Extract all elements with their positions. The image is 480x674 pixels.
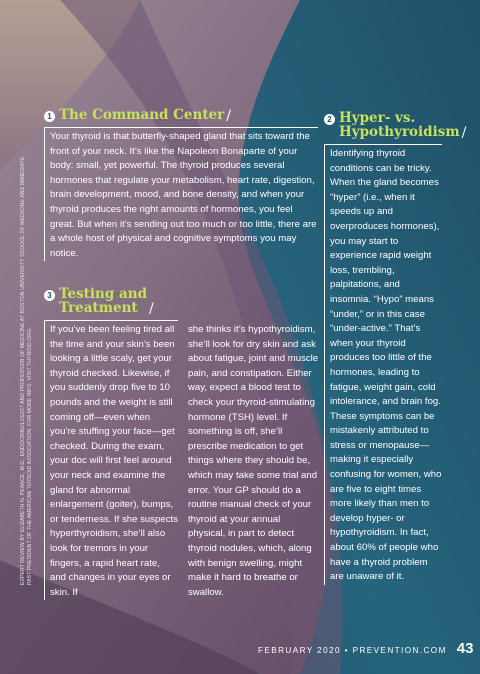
page-number: 43: [456, 640, 474, 657]
section-title: [339, 111, 460, 139]
title-slash-icon: /: [461, 125, 467, 141]
title-line-2: Hypothyroidism: [339, 124, 460, 140]
section-testing-treatment: [44, 287, 329, 600]
body-text: she thinks it’s hypothyroidism, she’ll look for dry skin and ask about fatigue, joint and muscle pain, and constipation. Either way, expect a blood test to check your thyroid-stimulating hormone (TSH) level. If something is off, she’ll prescribe medication to get things where they should be, which may take some trial and error. Your GP should do a routine manual check of your thyroid at your annual physical, in part to detect thyroid nodules, which, along with benign swelling, might make it hard to breathe or swallow.: [188, 324, 319, 598]
title-line-2: Treatment: [59, 300, 138, 316]
body-text: Your thyroid is that butterfly-shaped gland that sits toward the front of your neck. It’s like the Napoleon Bonaparte of your body: small, yet powerful. The thyroid produces several hormones that regulate your metabolism, heart rate, digestion, brain development, mood, and bone density, and when your thyroid produces the right amounts of hormones, you feel great. But when it’s sending out too much or too little, there are a whole host of physical and cognitive symptoms you may notice.: [50, 131, 317, 259]
body-text: Identifying thyroid conditions can be tricky. When the gland becomes “hyper” (i.e., when it speeds up and overproduces hormones), you may start to experience rapid weight loss, trembling, palpitations, and insomnia. “Hypo” means “under,” or in this case “under-active.” That’s when your thyroid produces too little of the hormones, leading to fatigue, weight gain, cold intolerance, and brain fog. These symptoms can be mistakenly attributed to stress or menopause—making it especially confusing for women, who are five to eight times more likely than men to develop hyper- or hypothyroidism. In fact, about 60% of people who have a thyroid problem are unaware of it.: [330, 148, 442, 583]
section-number-badge: 1: [44, 111, 55, 122]
section-number-badge: 2: [324, 114, 335, 125]
section-body-column-2: [188, 320, 320, 600]
section-header: [324, 110, 467, 141]
section-body-column-1: [44, 320, 178, 600]
body-text: If you’ve been feeling tired all the time and your skin’s been looking a little scaly, get your thyroid checked. Likewise, if you suddenly drop five to 10 pounds and the weight is still coming off—even when you’re stuffing your face—get checked. During the exam, your doc will first feel around your neck and examine the gland for abnormal enlargement (goiter), bumps, or tenderness. If she suspects hyperthyroidism, she’ll also look for tremors in your fingers, a rapid heart rate, and changes in your eyes or skin. If: [50, 324, 178, 598]
section-title: The Command Center: [59, 107, 225, 123]
section-hyper-vs-hypo: [324, 110, 467, 585]
credit-line: EXPERT REVIEW BY ELIZABETH N. PEARCE, M.D., ENDOCRINOLOGIST AND PROFESSOR OF MEDICINE AT BOSTON UNIVERSITY SCHOOL OF MEDICINE AND IMMEDIATE PAST PRESIDENT OF THE AMERICAN THYROID ASSOCIATION. FOR MORE INFO, VISIT THYROID.ORG.: [20, 156, 33, 585]
section-body: [44, 127, 318, 261]
section-command-center: [44, 108, 324, 261]
title-slash-icon: /: [226, 108, 231, 124]
section-header: [44, 108, 324, 124]
page-footer: [258, 640, 473, 657]
section-body: [324, 144, 442, 585]
section-number-badge: 3: [44, 290, 55, 301]
two-column-body: [44, 320, 329, 600]
section-header: [44, 287, 329, 317]
title-line-1: Hyper- vs.: [339, 110, 416, 126]
section-title: [59, 287, 147, 315]
title-line-1: Testing and: [59, 286, 148, 302]
footer-issue-text: FEBRUARY 2020 • PREVENTION.COM: [258, 646, 447, 655]
title-slash-icon: /: [149, 301, 154, 317]
